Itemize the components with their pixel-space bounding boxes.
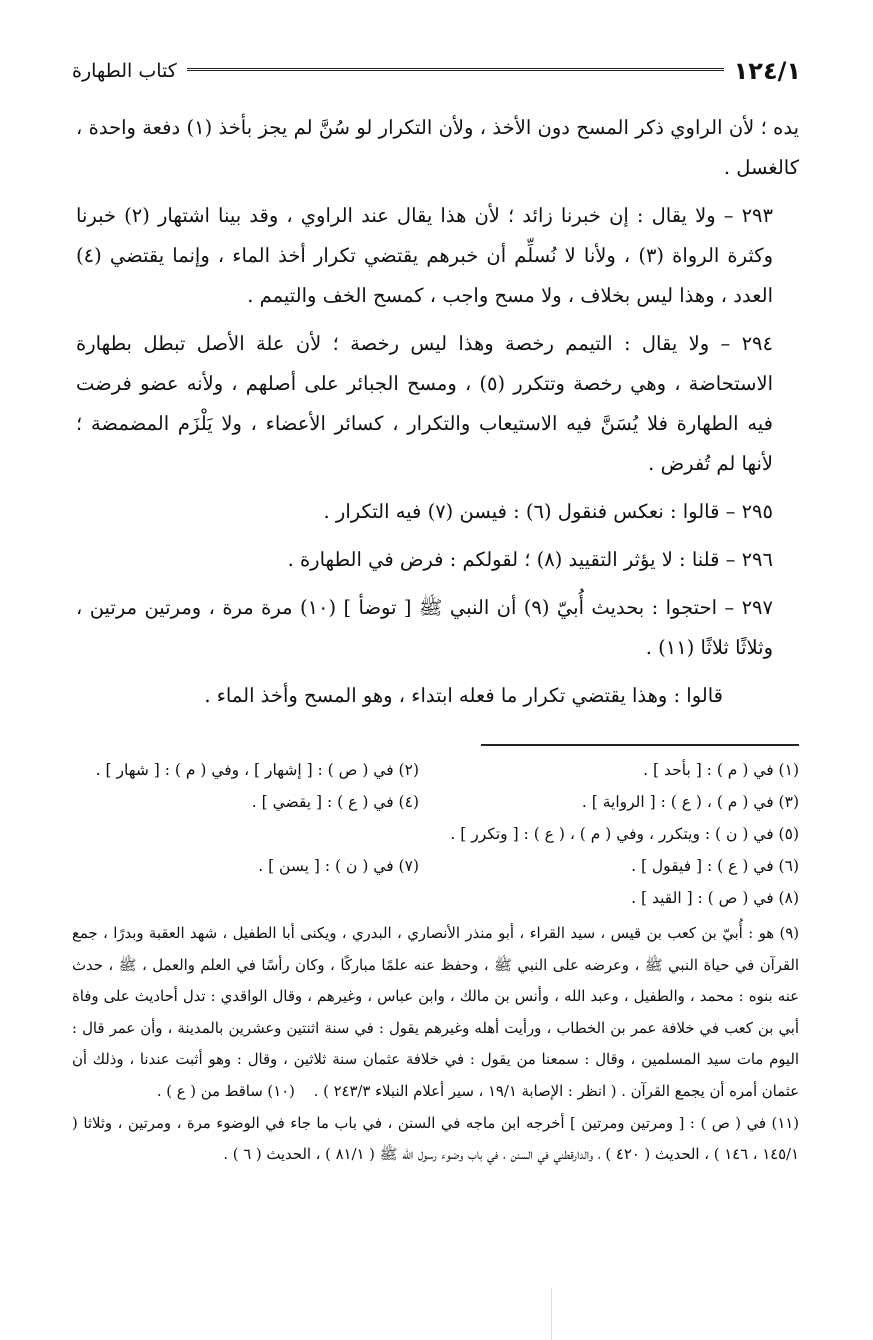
footnote: (٥) في ( ن ) : ويتكرر ، وفي ( م ) ، ( ع ) : [ وتكرر ] . [450,825,799,843]
footnote-9-text: (٩) هو : أُبيّ بن كعب بن قيس ، سيد القراء ، أبو منذر الأنصاري ، البدري ، ويكنى أبا الطفيل ، شهد العقبة وبدرًا ، جمع القرآن في حياة النبي ﷺ ، وعرضه على النبي ﷺ ، وحفظ عنه علمًا مباركًا ، وكان رأسًا في العلم والعمل ، ﷺ ، حدث عنه بنوه : محمد ، والطفيل ، وعبد الله ، وأنس بن مالك ، وابن عباس ، وغيرهم ، وقال الواقدي : تدل أحاديث على وفاة أبي بن كعب في خلافة عمر بن الخطاب ، ورأيت أهله وغيرهم يقول : في سنة اثنتين وعشرين بالمدينة ، وأن عمر قال : اليوم مات سيد المسلمين ، وقال : سمعنا من يقول : في خلافة عثمان سنة ثلاثين ، وقال : وهو أثبت عندنا ، وذلك أن عثمان أمره أن يجمع القرآن . ( انظر : الإصابة ١٩/١ ، سير أعلام النبلاء ٢٤٣/٣ ) . [72,925,800,1100]
page-edge-line [551,1288,552,1340]
page-number: ١٢٤/١ [733,57,801,85]
footnote-row [72,818,799,850]
footnote: (٧) في ( ن ) : [ يسن ] . [258,857,419,875]
footnote-11: (١١) في ( ص ) : [ ومرتين ومرتين ] أخرجه ابن ماجه في السنن ، في باب ما جاء في الوضوء مرة ، ومرتين ، وثلاثا ( ١٤٥/١ ، ١٤٦ ) ، الحديث ( ٤٢٠ ) ، والدارقطني في السنن ، في باب وضوء رسول الله ﷺ ( ٨١/١ ) ، الحديث ( ٦ ) . [72,1114,799,1164]
footnote: (٤) في ( ع ) : [ يقضي ] . [251,793,419,811]
footnote-row [72,882,799,914]
footnote [72,882,419,914]
footnote-block [72,918,799,1171]
footnote-9 [72,918,799,1108]
paragraph-297: ٢٩٧ – احتجوا : بحديث أُبيّ (٩) أن النبي ﷺ [ توضأ ] (١٠) مرة مرة ، ومرتين مرتين ، وثلاثًا ثلاثًا (١١) . [76,596,773,659]
header-rule [187,68,724,74]
footnote-row [72,850,799,882]
running-header [72,54,801,88]
paragraph: قالوا : وهذا يقتضي تكرار ما فعله ابتداء ، وهو المسح وأخذ الماء . [204,684,723,707]
footnotes [72,754,799,1171]
footnote: (٢) في ( ص ) : [ إشهار ] ، وفي ( م ) : [ شهار ] . [95,761,419,779]
footnote-10: (١٠) ساقط من ( ع ) . [156,1082,295,1100]
footnote: (٨) في ( ص ) : [ القيد ] . [631,889,799,907]
paragraph-293: ٢٩٣ – ولا يقال : إن خبرنا زائد ؛ لأن هذا يقال عند الراوي ، وقد بينا اشتهار (٢) خبرنا وكثرة الرواة (٣) ، ولأنا لا نُسلِّم أن خبرهم يقتضي تكرار أخذ الماء ، وإنما يقتضي (٤) العدد ، وهذا ليس بخلاف ، ولا مسح واجب ، كمسح الخف والتيمم . [76,204,773,307]
main-text [76,108,799,724]
paragraph: يده ؛ لأن الراوي ذكر المسح دون الأخذ ، ولأن التكرار لو سُنَّ لم يجز بأخذ (١) دفعة واحدة ، كالغسل . [76,116,799,179]
paragraph-294: ٢٩٤ – ولا يقال : التيمم رخصة وهذا ليس رخصة ؛ لأن علة الأصل تبطل بطهارة الاستحاضة ، وهي رخصة وتتكرر (٥) ، ومسح الجبائر على أصلهم ، ولأنه عضو فرضت فيه الطهارة فلا يُسَنَّ فيه الاستيعاب والتكرار ، كسائر الأعضاء ، ولا يَلْزَم المضمضة ؛ لأنها لم تُفرض . [76,332,773,475]
footnote-row [72,754,799,786]
footnote-row [72,786,799,818]
footnote [72,818,419,850]
footnote: (٦) في ( ع ) : [ فيقول ] . [631,857,799,875]
book-title: كتاب الطهارة [72,60,177,82]
footnote-separator [481,744,799,746]
footnote: (٣) في ( م ) ، ( ع ) : [ الرواية ] . [581,793,799,811]
paragraph-295: ٢٩٥ – قالوا : نعكس فنقول (٦) : فيسن (٧) فيه التكرار . [323,500,773,523]
footnote: (١) في ( م ) : [ بأحد ] . [643,761,799,779]
paragraph-296: ٢٩٦ – قلنا : لا يؤثر التقييد (٨) ؛ لقولكم : فرض في الطهارة . [287,548,773,571]
